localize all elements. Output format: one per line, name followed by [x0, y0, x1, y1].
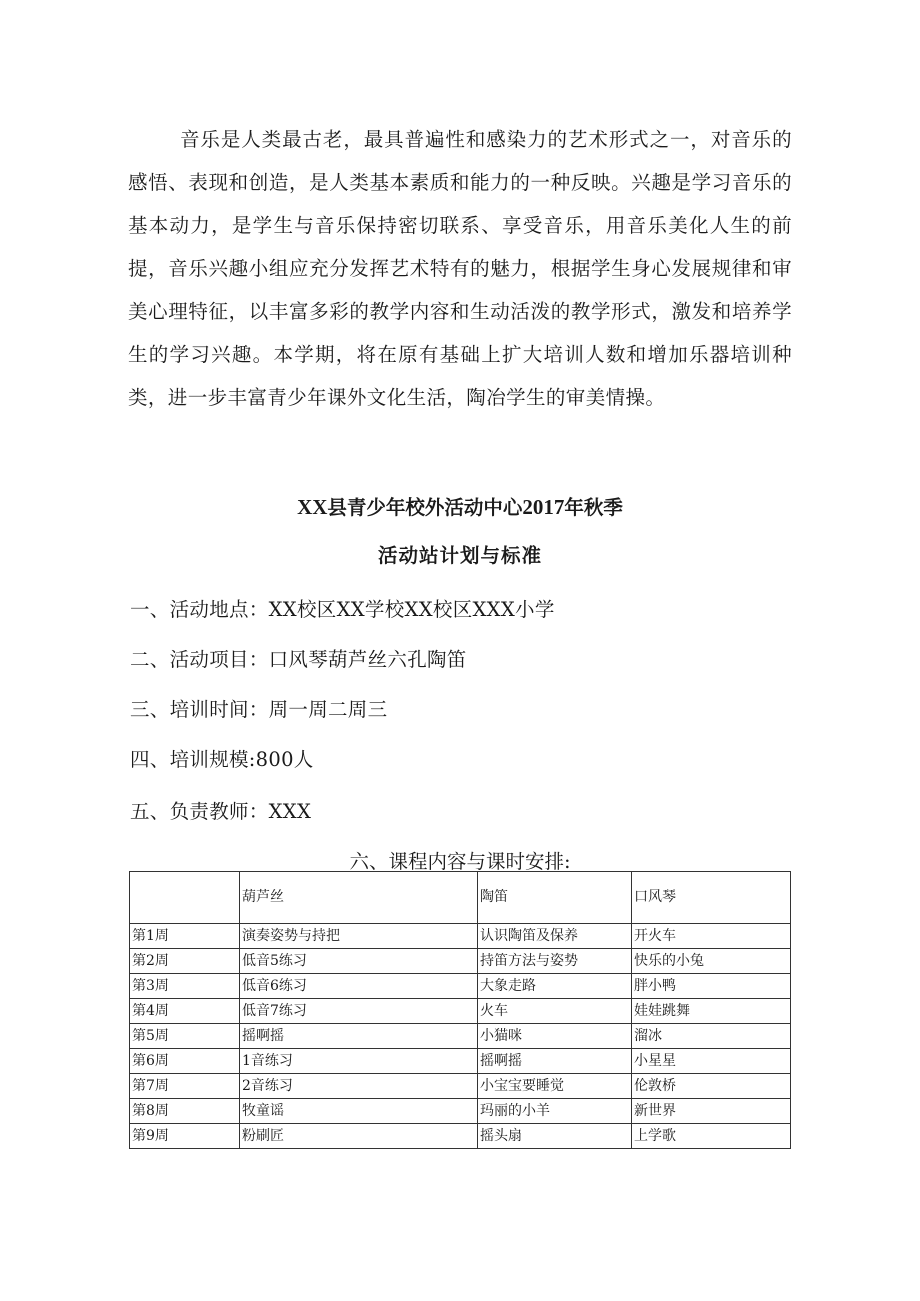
table-cell: 持笛方法与姿势 [478, 949, 632, 974]
item-projects: 二、活动项目：口风琴葫芦丝六孔陶笛 [130, 648, 467, 671]
table-cell: 摇头扇 [478, 1124, 632, 1149]
table-cell: 小星星 [632, 1049, 791, 1074]
table-cell: 第9周 [130, 1124, 240, 1149]
table-cell: 认识陶笛及保养 [478, 924, 632, 949]
table-cell: 胖小鸭 [632, 974, 791, 999]
table-cell: 第8周 [130, 1099, 240, 1124]
table-cell: 摇啊摇 [478, 1049, 632, 1074]
table-cell: 低音5练习 [240, 949, 478, 974]
item-scale: 四、培训规模:800人 [130, 748, 314, 771]
title-suffix: 年秋季 [564, 496, 623, 519]
table-cell: 上学歌 [632, 1124, 791, 1149]
table-cell: 牧童谣 [240, 1099, 478, 1124]
table-row [130, 1024, 791, 1049]
document-title [0, 492, 920, 520]
table-cell: 低音6练习 [240, 974, 478, 999]
table-row [130, 1099, 791, 1124]
table-cell: 摇啊摇 [240, 1024, 478, 1049]
title-year: 2017 [522, 495, 565, 519]
table-row [130, 1074, 791, 1099]
table-cell: 2音练习 [240, 1074, 478, 1099]
table-cell: 小猫咪 [478, 1024, 632, 1049]
table-row [130, 999, 791, 1024]
table-cell: 小宝宝要睡觉 [478, 1074, 632, 1099]
table-cell: 大象走路 [478, 974, 632, 999]
table-row [130, 949, 791, 974]
table-caption: 六、课程内容与课时安排: [349, 850, 571, 873]
header-cell-taodi: 陶笛 [478, 872, 632, 924]
table-cell: 溜冰 [632, 1024, 791, 1049]
table-cell: 新世界 [632, 1099, 791, 1124]
intro-paragraph: 音乐是人类最古老，最具普遍性和感染力的艺术形式之一，对音乐的感悟、表现和创造，是人类基本素质和能力的一种反映。兴趣是学习音乐的基本动力，是学生与音乐保持密切联系、享受音乐，用音乐美化人生的前提，音乐兴趣小组应充分发挥艺术特有的魅力，根据学生身心发展规律和审美心理特征，以丰富多彩的教学内容和生动活泼的教学形式，激发和培养学生的学习兴趣。本学期，将在原有基础上扩大培训人数和增加乐器培训种类，进一步丰富青少年课外文化生活，陶冶学生的审美情操。 [128, 128, 792, 409]
table-cell: 玛丽的小羊 [478, 1099, 632, 1124]
table-cell: 第1周 [130, 924, 240, 949]
table-cell: 粉刷匠 [240, 1124, 478, 1149]
item-training-time: 三、培训时间：周一周二周三 [130, 698, 388, 721]
table-row [130, 974, 791, 999]
table-cell: 1音练习 [240, 1049, 478, 1074]
schedule-table [129, 871, 791, 1149]
table-cell: 快乐的小兔 [632, 949, 791, 974]
header-cell-week [130, 872, 240, 924]
table-row [130, 1049, 791, 1074]
table-cell: 第6周 [130, 1049, 240, 1074]
table-cell: 第3周 [130, 974, 240, 999]
document-subtitle: 活动站计划与标准 [377, 544, 542, 567]
header-cell-hulusi: 葫芦丝 [240, 872, 478, 924]
table-cell: 火车 [478, 999, 632, 1024]
table-row [130, 924, 791, 949]
table-cell: 伦敦桥 [632, 1074, 791, 1099]
title-prefix: XX [297, 495, 328, 519]
item-location: 一、活动地点：XX校区XX学校XX校区XXX小学 [130, 598, 555, 621]
table-cell: 第5周 [130, 1024, 240, 1049]
table-cell: 第4周 [130, 999, 240, 1024]
title-middle: 县青少年校外活动中心 [327, 496, 523, 519]
table-cell: 演奏姿势与持把 [240, 924, 478, 949]
table-cell: 低音7练习 [240, 999, 478, 1024]
table-header-row [130, 872, 791, 924]
header-cell-koufengqin: 口风琴 [632, 872, 791, 924]
table-row [130, 1124, 791, 1149]
item-teacher: 五、负责教师：XXX [130, 800, 312, 823]
table-cell: 第2周 [130, 949, 240, 974]
table-cell: 第7周 [130, 1074, 240, 1099]
table-cell: 开火车 [632, 924, 791, 949]
table-cell: 娃娃跳舞 [632, 999, 791, 1024]
